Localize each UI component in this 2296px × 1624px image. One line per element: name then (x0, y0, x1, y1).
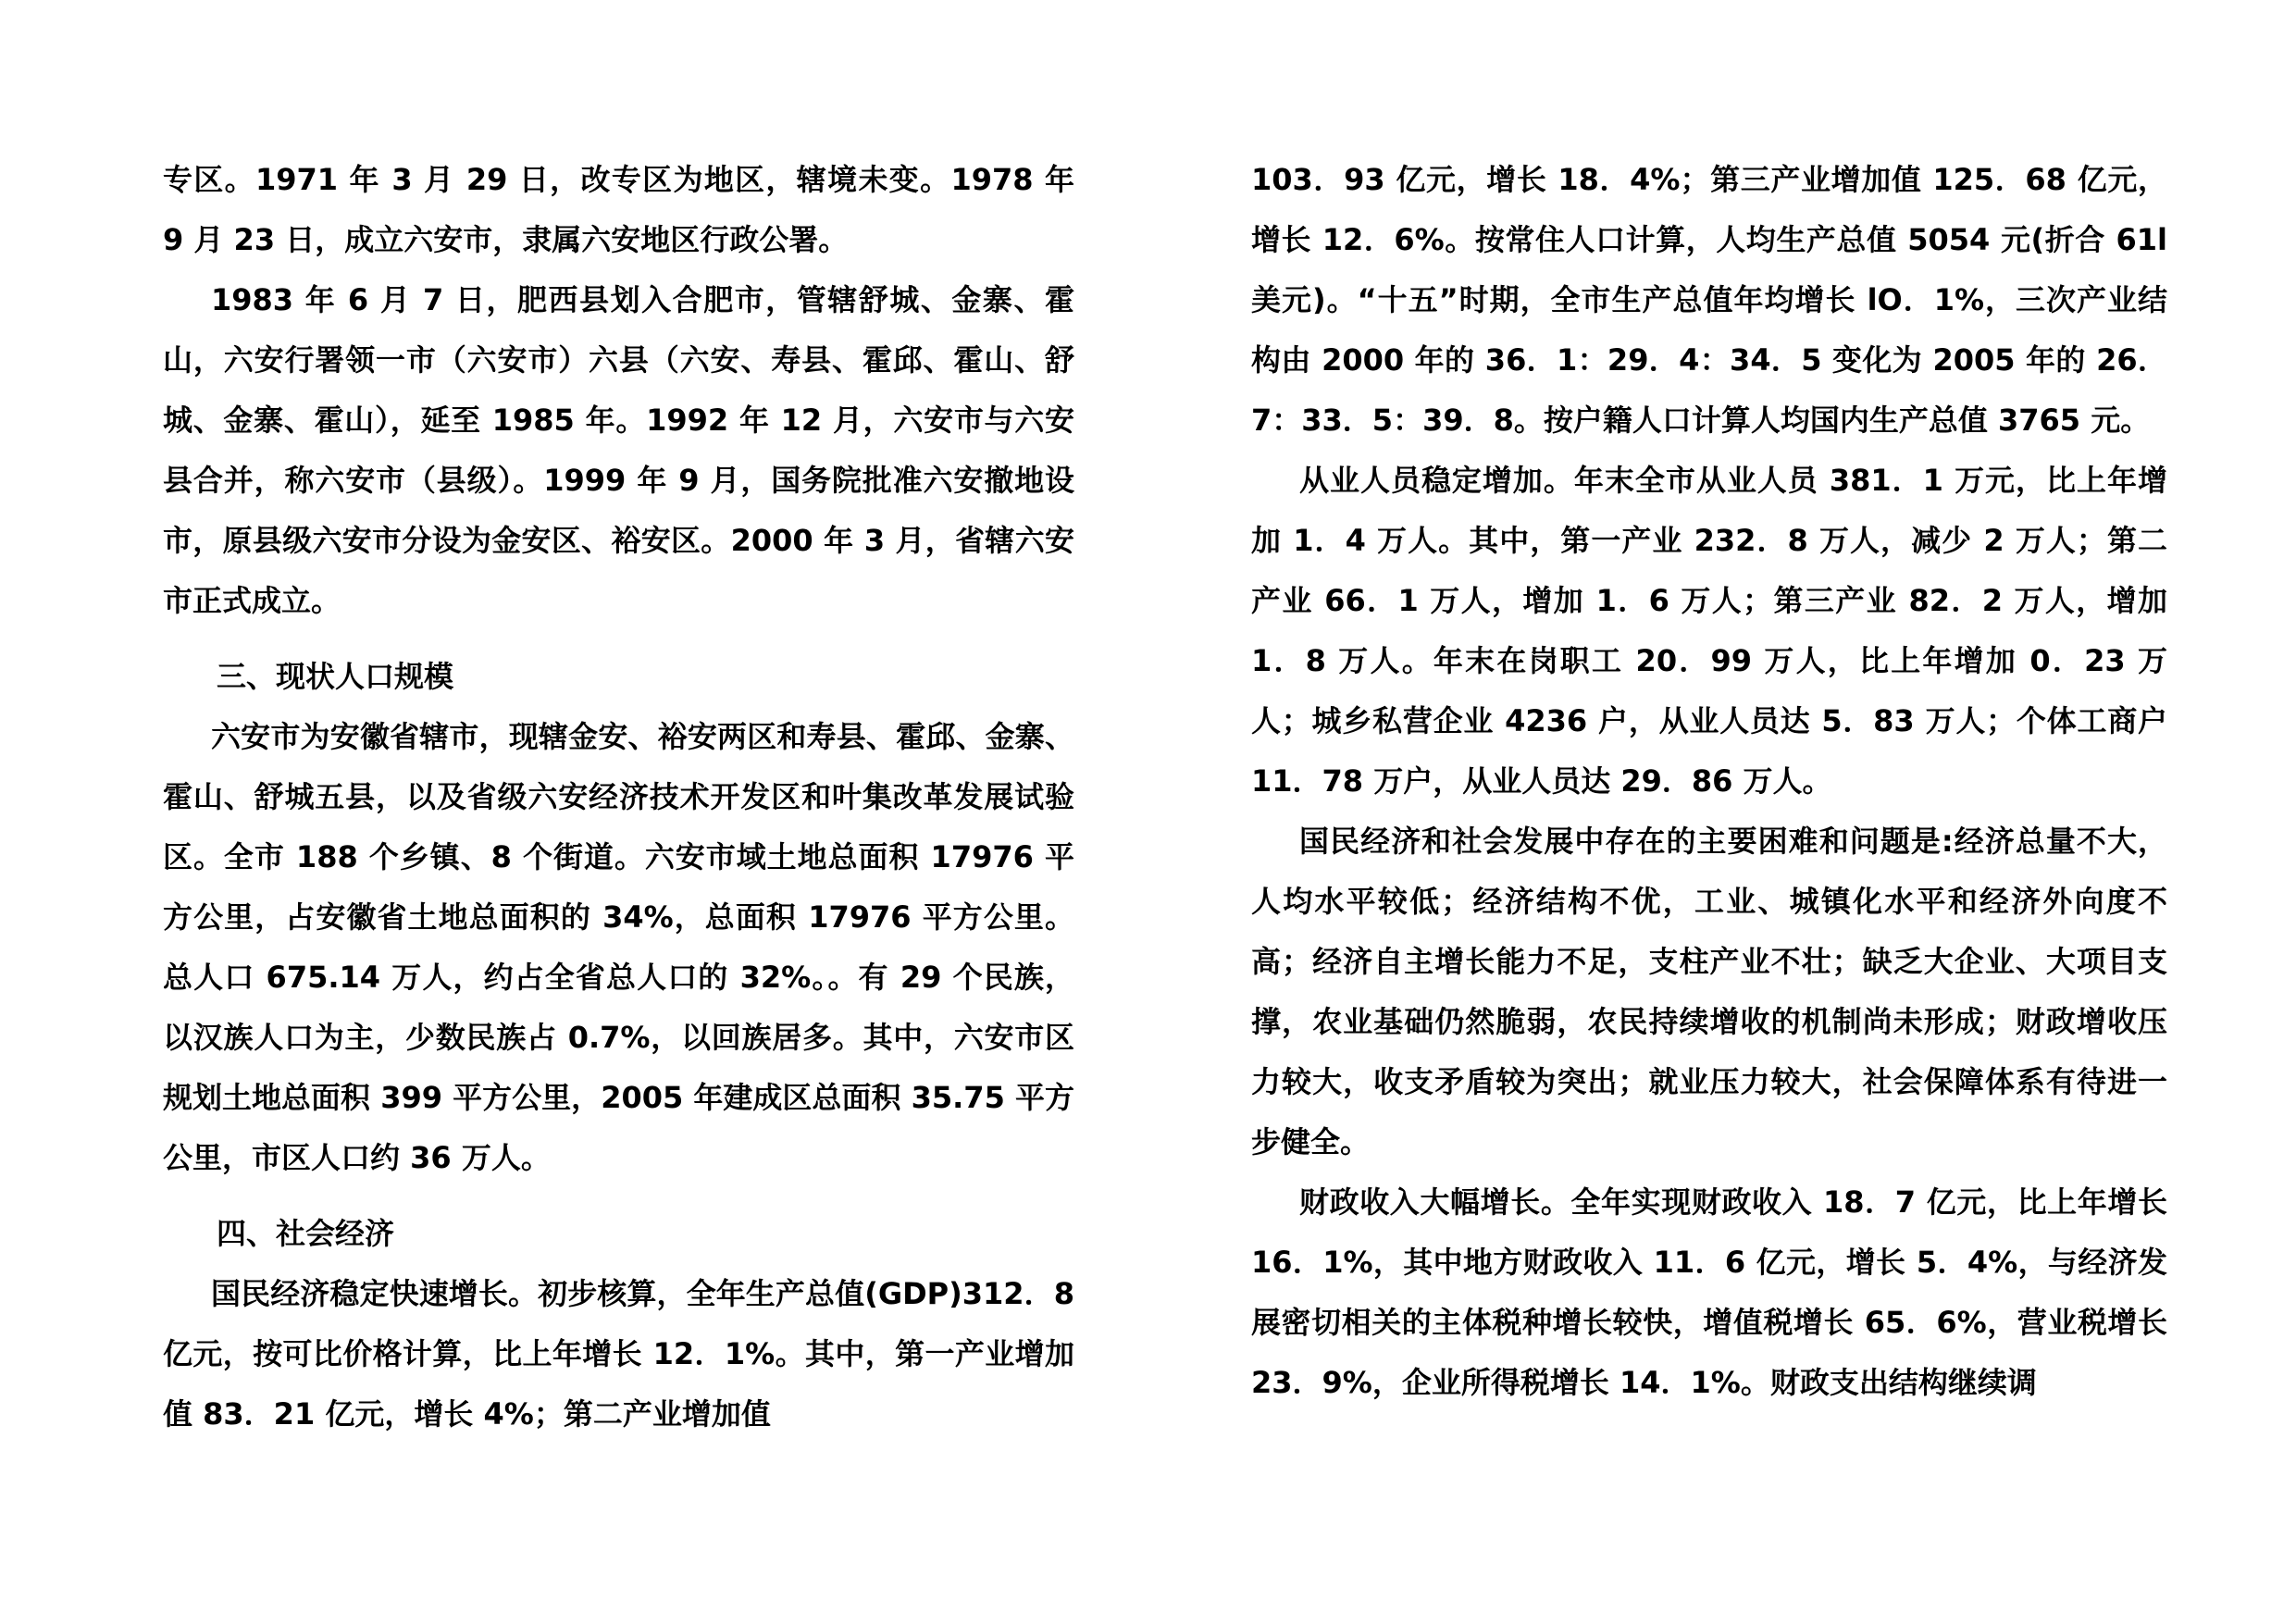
paragraph: 专区。1971 年 3 月 29 日，改专区为地区，辖境未变。1978 年 9 月 23 日，成立六安市，隶属六安地区行政公署。 (163, 162, 1074, 257)
section-heading: 三、现状人口规模 (217, 659, 454, 694)
right-column (1251, 150, 2167, 1413)
paragraph: 六安市为安徽省辖市，现辖金安、裕安两区和寿县、霍邱、金寨、霍山、舒城五县，以及省级六安经济技术开发区和叶集改革发展试验区。全市 188 个乡镇、8 个街道。六安市域土地总面积 17976 平方公里，占安徽省土地总面积的 34%，总面积 17976 平方公里。总人口 675.14 万人，约占全省总人口的 32%。。有 29 个民族，以汉族人口为主，少数民族占 0.7%，以回族居多。其中，六安市区规划土地总面积 399 平方公里，2005 年建成区总面积 35.75 平方公里，市区人口约 36 万人。 (163, 719, 1074, 1175)
paragraph: 国民经济和社会发展中存在的主要困难和问题是:经济总量不大，人均水平较低；经济结构不优，工业、城镇化水平和经济外向度不高；经济自主增长能力不足，支柱产业不壮；缺乏大企业、大项目支撑，农业基础仍然脆弱，农民持续增收的机制尚未形成；财政增收压力较大，收支矛盾较为突出；就业压力较大，社会保障体系有待进一步健全。 (1251, 824, 2167, 1159)
paragraph: 财政收入大幅增长。全年实现财政收入 18．7 亿元，比上年增长 16．1%，其中地方财政收入 11．6 亿元，增长 5．4%，与经济发展密切相关的主体税种增长较快，增值税增长 65．6%，营业税增长 23．9%，企业所得税增长 14．1%。财政支出结构继续调 (1251, 1184, 2167, 1400)
paragraph: 1983 年 6 月 7 日，肥西县划入合肥市，管辖舒城、金寨、霍山，六安行署领一市（六安市）六县（六安、寿县、霍邱、霍山、舒城、金寨、霍山），延至 1985 年。1992 年 12 月，六安市与六安县合并，称六安市（县级）。1999 年 9 月，国务院批准六安撤地设市，原县级六安市分设为金安区、裕安区。2000 年 3 月，省辖六安市正式成立。 (163, 282, 1074, 618)
left-column (163, 150, 1074, 1444)
paragraph: 国民经济稳定快速增长。初步核算，全年生产总值(GDP)312．8 亿元，按可比价格计算，比上年增长 12．1%。其中，第一产业增加值 83．21 亿元，增长 4%；第二产业增加值 (163, 1276, 1074, 1432)
paragraph: 103．93 亿元，增长 18．4%；第三产业增加值 125．68 亿元，增长 12．6%。按常住人口计算，人均生产总值 5054 元(折合 61l 美元)。“十五”时期，全市生产总值年均增长 lO．1%，三次产业结构由 2000 年的 36．1：29．4：34．5 变化为 2005 年的 26．7：33．5：39．8。按户籍人口计算人均国内生产总值 3765 元。 (1251, 162, 2167, 438)
section-heading: 四、社会经济 (217, 1216, 395, 1251)
paragraph: 从业人员稳定增加。年末全市从业人员 381．1 万元，比上年增加 1．4 万人。其中，第一产业 232．8 万人，减少 2 万人；第二产业 66．1 万人，增加 1．6 万人；第三产业 82．2 万人，增加 1．8 万人。年末在岗职工 20．99 万人，比上年增加 0．23 万人；城乡私营企业 4236 户，从业人员达 5．83 万人；个体工商户 11．78 万户，从业人员达 29．86 万人。 (1251, 463, 2167, 799)
